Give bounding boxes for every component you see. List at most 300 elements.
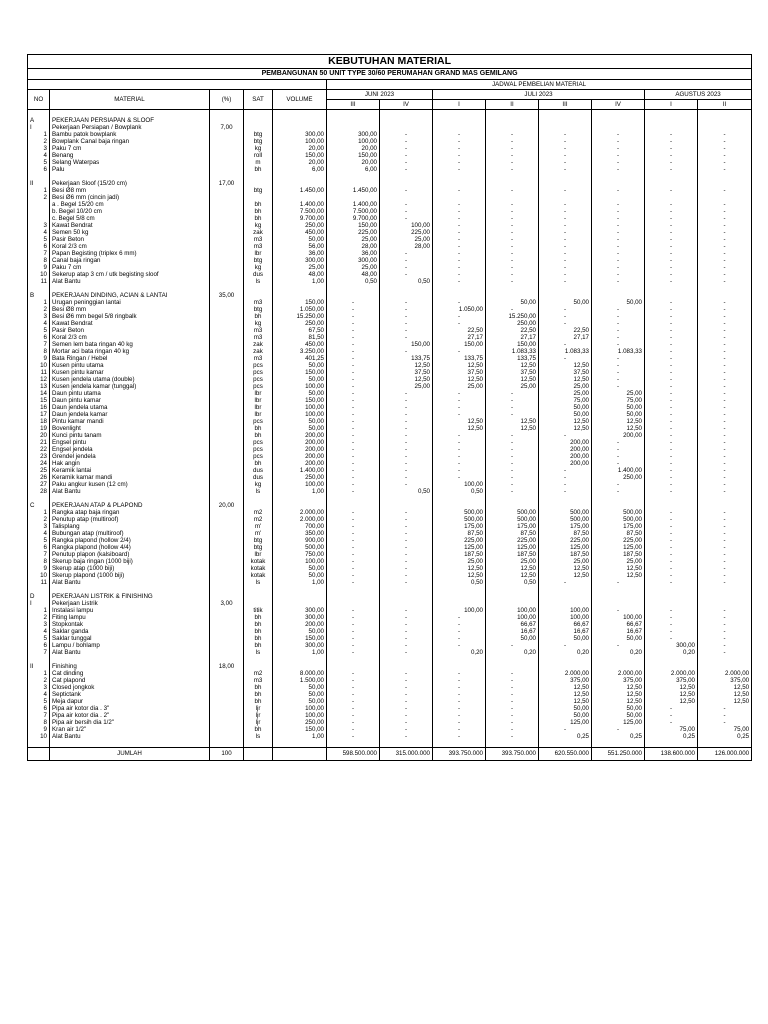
week-value: - [592, 250, 645, 257]
week-value: - [645, 530, 698, 537]
empty-cell [327, 285, 380, 292]
empty-cell [486, 740, 539, 748]
week-value: - [433, 446, 486, 453]
week-value: - [327, 474, 380, 481]
week-value: 375,00 [645, 677, 698, 684]
week-value: - [486, 201, 539, 208]
week-value: - [327, 488, 380, 495]
week-value: 75,00 [592, 397, 645, 404]
row-name: Paku 7 cm [50, 145, 210, 152]
row-volume: 250,00 [273, 222, 327, 229]
week-value: - [486, 215, 539, 222]
week-value: 25,00 [433, 383, 486, 390]
week-value: - [698, 390, 752, 397]
week-value: 12,50 [698, 684, 752, 691]
week-value: - [380, 131, 433, 138]
week-value: - [486, 397, 539, 404]
row-name: Bata Ringan / Hebel [50, 355, 210, 362]
row-no: 1 [28, 670, 50, 677]
empty-cell [327, 173, 380, 180]
row-no: 2 [28, 138, 50, 145]
week-value: - [539, 215, 592, 222]
table-row [28, 439, 752, 446]
week-value: - [327, 404, 380, 411]
week-value: - [698, 369, 752, 376]
row-no: 5 [28, 327, 50, 334]
week-value: - [592, 222, 645, 229]
row-no: 16 [28, 404, 50, 411]
row-volume: 1.050,00 [273, 306, 327, 313]
row-sat: bh [244, 208, 273, 215]
week-value: - [433, 229, 486, 236]
row-name: Rangka plapond (hollow 2/4) [50, 537, 210, 544]
row-no: D [28, 593, 50, 600]
week-value: - [698, 215, 752, 222]
week-value [327, 593, 380, 600]
header-no: NO [28, 90, 50, 110]
row-name: Keramik lantai [50, 467, 210, 474]
week-value: - [327, 383, 380, 390]
week-value: - [433, 642, 486, 649]
week-value: - [698, 488, 752, 495]
empty-cell [486, 285, 539, 292]
row-volume: 300,00 [273, 131, 327, 138]
row-sat: pcs [244, 453, 273, 460]
row-name: Skerup plapond (1000 biji) [50, 572, 210, 579]
week-value: - [486, 432, 539, 439]
row-pct: 35,00 [210, 292, 244, 299]
week-value: - [486, 698, 539, 705]
row-volume: 200,00 [273, 432, 327, 439]
week-value [698, 180, 752, 187]
week-value: 133,75 [380, 355, 433, 362]
week-value: - [380, 565, 433, 572]
row-sat: bh [244, 460, 273, 467]
week-value: 225,00 [592, 537, 645, 544]
row-volume: 50,00 [273, 698, 327, 705]
empty-cell [433, 285, 486, 292]
week-value [380, 663, 433, 670]
week-value: 133,75 [486, 355, 539, 362]
week-value: - [645, 628, 698, 635]
week-value: 125,00 [433, 544, 486, 551]
row-pct [210, 397, 244, 404]
row-sat: pcs [244, 376, 273, 383]
week-value: - [380, 726, 433, 733]
row-sat [244, 593, 273, 600]
row-sat: m3 [244, 327, 273, 334]
row-no [28, 201, 50, 208]
week-value: - [380, 670, 433, 677]
week-value: - [645, 565, 698, 572]
row-no: II [28, 663, 50, 670]
week-value [698, 663, 752, 670]
week-value: - [698, 425, 752, 432]
week-value: - [645, 404, 698, 411]
week-value: 100,00 [380, 222, 433, 229]
table-row [28, 145, 752, 152]
week-value: - [592, 355, 645, 362]
row-name: Kawat Bendrat [50, 222, 210, 229]
table-row [28, 712, 752, 719]
week-value: 12,50 [592, 698, 645, 705]
row-pct: 20,00 [210, 502, 244, 509]
sub-row [28, 180, 752, 187]
week-value: - [433, 264, 486, 271]
week-value: 125,00 [592, 544, 645, 551]
week-value: 25,00 [327, 236, 380, 243]
schedule-label: JADWAL PEMBELIAN MATERIAL [327, 80, 752, 90]
week-value: 150,00 [486, 341, 539, 348]
row-volume: 50,00 [273, 376, 327, 383]
row-pct [210, 712, 244, 719]
week-value: 12,50 [539, 362, 592, 369]
row-no: 24 [28, 460, 50, 467]
week-value: 50,00 [539, 299, 592, 306]
row-volume: 300,00 [273, 642, 327, 649]
week-value: - [380, 138, 433, 145]
row-name: Daun pintu kamar [50, 397, 210, 404]
table-row [28, 299, 752, 306]
row-name: Stopkontak [50, 621, 210, 628]
row-volume [273, 292, 327, 299]
week-value: - [486, 719, 539, 726]
week-value: - [698, 537, 752, 544]
row-name: Besi Ø6 mm (cincin jadi) [50, 194, 210, 201]
row-pct [210, 425, 244, 432]
week-value: - [327, 628, 380, 635]
week-value: 27,17 [539, 334, 592, 341]
week-value: 125,00 [592, 719, 645, 726]
week-value: - [380, 481, 433, 488]
section-row [28, 502, 752, 509]
week-value: 87,50 [592, 530, 645, 537]
material-table [27, 54, 752, 761]
row-name: Rangka plapond (hollow 4/4) [50, 544, 210, 551]
row-sat: ls [244, 488, 273, 495]
week-value: - [645, 369, 698, 376]
header-volume: VOLUME [273, 90, 327, 110]
week-value [645, 663, 698, 670]
week-value [698, 502, 752, 509]
row-sat: bh [244, 726, 273, 733]
week-value: - [380, 635, 433, 642]
week-value: 87,50 [433, 530, 486, 537]
week-value: - [698, 474, 752, 481]
row-no: 26 [28, 474, 50, 481]
row-volume: 300,00 [273, 607, 327, 614]
row-sat: bh [244, 166, 273, 173]
week-value: - [592, 236, 645, 243]
week-value: - [327, 313, 380, 320]
row-sat [244, 194, 273, 201]
week-value: - [433, 348, 486, 355]
week-value: - [539, 726, 592, 733]
row-name: Bowplank Canal baja ringan [50, 138, 210, 145]
row-sat: zak [244, 341, 273, 348]
row-name: Sekerup atap 3 cm / utk begisting sloof [50, 271, 210, 278]
week-value: - [698, 467, 752, 474]
table-row [28, 691, 752, 698]
week-value: - [645, 208, 698, 215]
row-pct: 3,00 [210, 600, 244, 607]
table-row [28, 733, 752, 740]
row-volume: 350,00 [273, 530, 327, 537]
table-row [28, 551, 752, 558]
row-name: Semen lem bata ringan 40 kg [50, 341, 210, 348]
week-header: I [433, 100, 486, 110]
row-pct [210, 509, 244, 516]
empty-cell [645, 173, 698, 180]
empty-cell [380, 740, 433, 748]
week-value: - [380, 271, 433, 278]
row-name: Instalasi lampu [50, 607, 210, 614]
row-volume: 750,00 [273, 551, 327, 558]
row-no: 5 [28, 159, 50, 166]
table-row [28, 425, 752, 432]
week-value [592, 502, 645, 509]
empty-cell [273, 656, 327, 663]
week-value: 225,00 [327, 229, 380, 236]
row-volume: 3.250,00 [273, 348, 327, 355]
week-value: - [327, 607, 380, 614]
row-sat: btg [244, 306, 273, 313]
row-sat: bh [244, 691, 273, 698]
table-row [28, 509, 752, 516]
week-value [698, 292, 752, 299]
table-row [28, 236, 752, 243]
week-value: - [698, 411, 752, 418]
week-value: 12,50 [592, 572, 645, 579]
row-pct [210, 691, 244, 698]
row-sat: m3 [244, 236, 273, 243]
row-no: 7 [28, 551, 50, 558]
row-pct [210, 257, 244, 264]
week-value: 300,00 [327, 257, 380, 264]
week-value: - [592, 320, 645, 327]
week-value: - [327, 481, 380, 488]
week-value: - [539, 222, 592, 229]
week-value: - [539, 271, 592, 278]
week-value: - [433, 131, 486, 138]
week-value [539, 117, 592, 124]
week-value [592, 663, 645, 670]
week-value: - [539, 208, 592, 215]
week-value: - [698, 306, 752, 313]
week-value [486, 663, 539, 670]
row-pct [210, 334, 244, 341]
week-value: 500,00 [592, 509, 645, 516]
row-volume: 50,00 [273, 691, 327, 698]
empty-cell [433, 110, 486, 118]
empty-cell [698, 656, 752, 663]
row-pct [210, 572, 244, 579]
row-no: 27 [28, 481, 50, 488]
row-pct [210, 635, 244, 642]
row-sat: btg [244, 131, 273, 138]
week-value: 375,00 [592, 677, 645, 684]
week-value: 300,00 [327, 131, 380, 138]
week-value: - [380, 166, 433, 173]
week-value: 27,17 [486, 334, 539, 341]
week-value: - [433, 411, 486, 418]
week-value [645, 593, 698, 600]
week-value: - [645, 453, 698, 460]
week-value: 16,67 [486, 628, 539, 635]
week-value: 0,20 [645, 649, 698, 656]
row-name: Besi Ø8 mm [50, 306, 210, 313]
row-no: 17 [28, 411, 50, 418]
week-value: 75,00 [698, 726, 752, 733]
week-value: - [327, 579, 380, 586]
table-row [28, 453, 752, 460]
week-value: - [433, 635, 486, 642]
week-value: - [486, 684, 539, 691]
week-value: - [486, 705, 539, 712]
week-value: - [539, 341, 592, 348]
table-row [28, 327, 752, 334]
table-row [28, 306, 752, 313]
week-value: - [645, 572, 698, 579]
week-value: - [592, 152, 645, 159]
week-value: - [645, 327, 698, 334]
sub-row [28, 600, 752, 607]
week-value: - [486, 166, 539, 173]
row-name: Meja dapur [50, 698, 210, 705]
row-sat: ljr [244, 712, 273, 719]
total-value: 126.000.000 [698, 748, 752, 761]
week-value: - [592, 726, 645, 733]
row-sat: m2 [244, 670, 273, 677]
row-name: Skerup atap (1000 biji) [50, 565, 210, 572]
week-value: - [645, 243, 698, 250]
row-no: 6 [28, 166, 50, 173]
row-sat: btg [244, 138, 273, 145]
row-sat [244, 180, 273, 187]
week-value: - [645, 558, 698, 565]
row-no: 1 [28, 131, 50, 138]
row-volume [273, 194, 327, 201]
week-value: - [380, 187, 433, 194]
week-value: 75,00 [539, 397, 592, 404]
row-sat: kg [244, 145, 273, 152]
week-value: 6,00 [327, 166, 380, 173]
week-value: 50,00 [592, 404, 645, 411]
week-value [380, 124, 433, 131]
table-row [28, 159, 752, 166]
week-value: 225,00 [380, 229, 433, 236]
empty-cell [50, 173, 210, 180]
empty-cell [380, 285, 433, 292]
week-value: 27,17 [433, 334, 486, 341]
row-name: Pekerjaan Persiapan / Bowplank [50, 124, 210, 131]
week-value: - [592, 341, 645, 348]
week-value [539, 124, 592, 131]
week-value [433, 180, 486, 187]
week-value: - [698, 334, 752, 341]
row-pct [210, 726, 244, 733]
week-value: 200,00 [539, 460, 592, 467]
week-value: - [592, 446, 645, 453]
row-name: Kusen pintu kamar [50, 369, 210, 376]
row-pct [210, 481, 244, 488]
row-sat: kg [244, 222, 273, 229]
row-sat: pcs [244, 362, 273, 369]
week-header: III [539, 100, 592, 110]
week-value [698, 124, 752, 131]
week-value: 7.500,00 [327, 208, 380, 215]
row-pct [210, 593, 244, 600]
table-row [28, 313, 752, 320]
week-value: - [380, 523, 433, 530]
week-value: - [592, 327, 645, 334]
week-value: 500,00 [539, 516, 592, 523]
week-value: - [433, 712, 486, 719]
row-sat: kg [244, 481, 273, 488]
week-value: - [592, 488, 645, 495]
row-no: 6 [28, 642, 50, 649]
week-value: - [698, 236, 752, 243]
week-value: 250,00 [486, 320, 539, 327]
week-value: - [539, 642, 592, 649]
row-sat: bh [244, 642, 273, 649]
week-value [539, 194, 592, 201]
week-value: - [698, 187, 752, 194]
table-row [28, 138, 752, 145]
row-volume: 50,00 [273, 390, 327, 397]
week-value: - [327, 348, 380, 355]
empty-cell [380, 495, 433, 502]
row-sat: lbr [244, 404, 273, 411]
empty-cell [645, 656, 698, 663]
week-value: 12,50 [592, 425, 645, 432]
week-value: - [327, 530, 380, 537]
week-value: - [645, 159, 698, 166]
week-value: - [433, 621, 486, 628]
total-value: 393.750.000 [433, 748, 486, 761]
row-sat: bh [244, 425, 273, 432]
row-pct [210, 684, 244, 691]
week-value: 200,00 [539, 439, 592, 446]
row-volume: 9.700,00 [273, 215, 327, 222]
week-value: - [486, 642, 539, 649]
table-row [28, 271, 752, 278]
row-name: Pintu kamar mandi [50, 418, 210, 425]
row-volume: 50,00 [273, 572, 327, 579]
row-no: 10 [28, 362, 50, 369]
week-value: 25,00 [592, 390, 645, 397]
row-sat: bh [244, 313, 273, 320]
week-value: - [433, 404, 486, 411]
week-value: - [327, 362, 380, 369]
week-value: 25,00 [539, 558, 592, 565]
week-value: - [539, 320, 592, 327]
row-pct [210, 607, 244, 614]
week-value: 20,00 [327, 159, 380, 166]
row-volume: 100,00 [273, 138, 327, 145]
week-value: - [645, 467, 698, 474]
row-no: 8 [28, 558, 50, 565]
row-no: 9 [28, 726, 50, 733]
week-value: 37,50 [486, 369, 539, 376]
empty-cell [327, 586, 380, 593]
row-pct [210, 138, 244, 145]
week-header: III [327, 100, 380, 110]
week-value: - [698, 222, 752, 229]
row-no: C [28, 502, 50, 509]
week-value [380, 292, 433, 299]
empty-cell [50, 740, 210, 748]
